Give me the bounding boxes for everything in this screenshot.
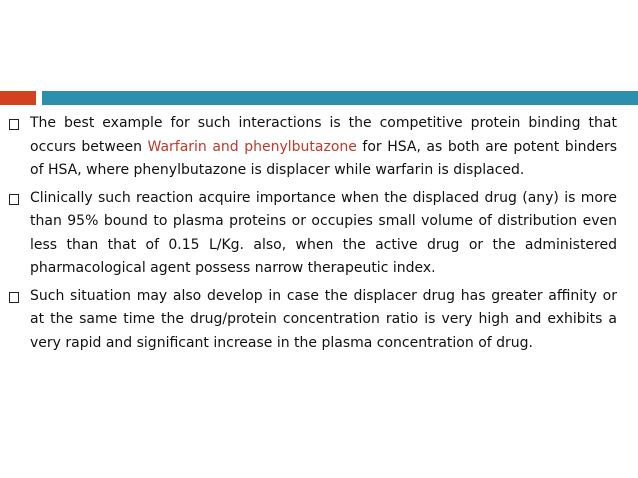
bullet-item — [0, 187, 638, 281]
square-bullet-icon — [9, 194, 19, 205]
bullet-text: Clinically such reaction acquire importance when the displaced drug (any) is more than 95% bound to plasma proteins or occupies small volume of distribution even less than that of 0.15 L/Kg. also, when the active drug or the administered pharmacological agent possess narrow therapeutic index. — [30, 189, 617, 276]
bullet-text: Such situation may also develop in case the displacer drug has greater affinity or at the same time the drug/protein concentration ratio is very high and exhibits a very rapid and significant increase in the plasma concentration of drug. — [30, 287, 617, 351]
square-bullet-icon — [9, 119, 19, 130]
header-accent-bar-teal — [42, 91, 638, 105]
bullet-text: The best example for such interactions is the competitive protein binding that occurs between — [30, 115, 617, 155]
square-bullet-icon — [9, 292, 19, 303]
bullet-text: for HSA, as both are potent binders of HSA, where phenylbutazone is displacer while warfarin is displaced. — [30, 138, 618, 178]
bullet-list — [0, 112, 638, 359]
header-accent-bar-red — [0, 91, 36, 105]
bullet-item — [0, 112, 638, 183]
bullet-item — [0, 285, 638, 356]
highlighted-text: Warfarin and phenylbutazone — [147, 138, 357, 155]
